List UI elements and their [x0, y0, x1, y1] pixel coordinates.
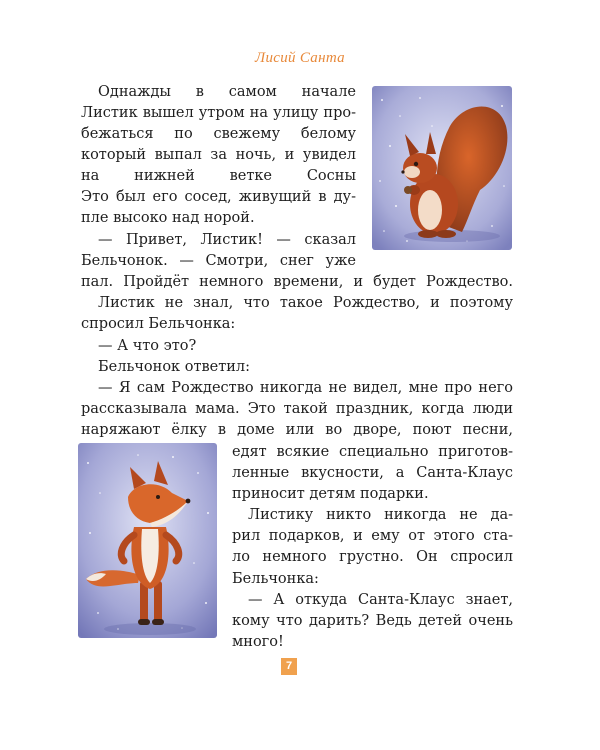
text-line: Бельчонка:	[232, 571, 319, 587]
text-line: наряжают ёлку в доме или во дворе, поют песни,	[81, 422, 513, 438]
fox-illustration	[78, 443, 217, 638]
running-head: Лисий Санта	[255, 50, 345, 66]
text-line: — А откуда Санта-Клаус знает,	[248, 592, 513, 608]
text-line: — Привет, Листик! — сказал	[98, 232, 356, 248]
text-line: бежаться по свежему белому	[81, 126, 356, 142]
text-line: на нижней ветке Сосны	[81, 168, 356, 184]
text-line: приносит детям подарки.	[232, 486, 429, 502]
text-line: Листику никто никогда не да-	[248, 507, 513, 523]
text-line: Однажды в самом начале	[98, 84, 356, 100]
text-line: Бельчонок ответил:	[98, 359, 251, 375]
text-line: Бельчонок. — Смотри, снег уже	[81, 253, 356, 269]
text-line: ло немного грустно. Он спросил	[232, 549, 513, 565]
text-line: — А что это?	[98, 338, 197, 354]
text-line: рассказывала мама. Это такой праздник, когда люди	[81, 401, 513, 417]
text-line: Это был его сосед, живущий в ду-	[81, 189, 356, 205]
text-line: рил подарков, и ему от этого ста-	[232, 528, 513, 544]
text-line: Листик вышел утром на улицу про-	[81, 105, 356, 121]
text-line: кому что дарить? Ведь детей очень	[232, 613, 513, 629]
text-line: который выпал за ночь, и увидел	[81, 147, 356, 163]
text-line: — Я сам Рождество никогда не видел, мне про него	[98, 380, 513, 396]
text-line: спросил Бельчонка:	[81, 316, 236, 332]
text-line: едят всякие специально приготов-	[232, 444, 513, 460]
text-line: пал. Пройдёт немного времени, и будет Рождество.	[81, 274, 513, 290]
text-line: много!	[232, 634, 284, 650]
page-number-badge: 7	[281, 658, 297, 675]
squirrel-illustration	[372, 86, 512, 250]
text-line: Листик не знал, что такое Рождество, и поэтому	[98, 295, 513, 311]
text-line: пле высоко над норой.	[81, 210, 255, 226]
text-line: ленные вкусности, а Санта-Клаус	[232, 465, 513, 481]
